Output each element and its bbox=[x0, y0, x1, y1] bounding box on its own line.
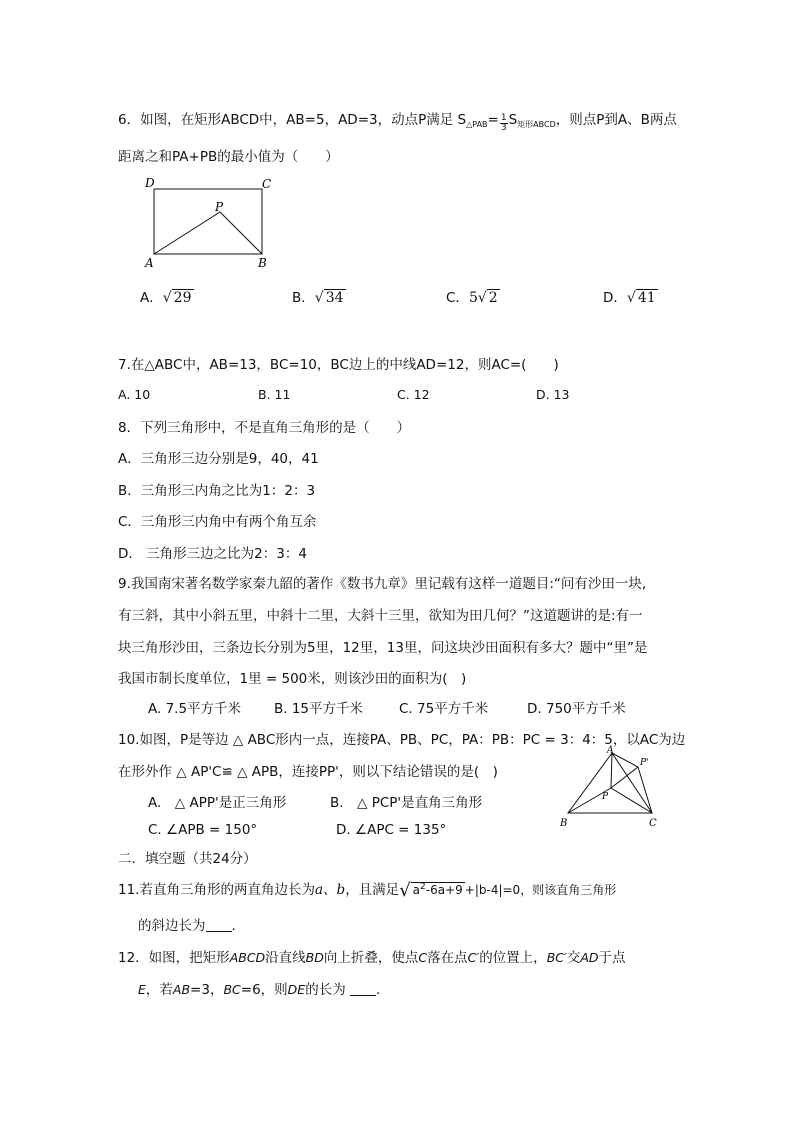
q10-triangle-figure bbox=[556, 745, 666, 832]
q9-option-c[interactable]: C. 75平方千米 bbox=[399, 701, 489, 717]
sqrt-icon: √ bbox=[477, 290, 487, 306]
radicand-exp: 2 bbox=[420, 882, 426, 892]
q10-option-a[interactable]: A. △ APP'是正三角形 bbox=[148, 795, 287, 811]
sqrt-icon: √ bbox=[399, 880, 411, 901]
q6-rect-sub: 矩形ABCD bbox=[517, 120, 556, 129]
q6-text-pre: 6．如图，在矩形ABCD中，AB=5，AD=3，动点P满足 S bbox=[118, 112, 467, 128]
q12-text: 落在点 bbox=[427, 950, 468, 966]
option-letter: D． bbox=[603, 290, 627, 306]
label-c: C bbox=[262, 177, 272, 191]
label-b: B bbox=[560, 818, 568, 829]
q7-option-b[interactable]: B. 11 bbox=[258, 387, 291, 402]
q10-line2: 在形外作 △ AP'C≌ △ APB，连接PP'，则以下结论错误的是( ) bbox=[118, 764, 498, 780]
answer-blank[interactable] bbox=[350, 983, 376, 996]
q11-text-mid: ，且满足 bbox=[345, 882, 400, 898]
sqrt-icon: √ bbox=[626, 290, 636, 306]
q6-s2: S bbox=[508, 112, 518, 128]
q8-option-a[interactable]: A．三角形三边分别是9，40，41 bbox=[118, 451, 319, 467]
segment-ap2 bbox=[612, 753, 638, 767]
q11-line1 bbox=[118, 878, 616, 901]
q9-option-a[interactable]: A. 7.5平方千米 bbox=[148, 701, 242, 717]
q12-var: BC′ bbox=[546, 950, 567, 965]
radicand: 34 bbox=[325, 290, 344, 306]
label-d: D bbox=[145, 176, 155, 190]
q12-text: ，若 bbox=[145, 982, 173, 998]
q6-option-d[interactable] bbox=[603, 286, 658, 306]
q12-text: 向上折叠，使点 bbox=[323, 950, 419, 966]
frac-den: 3 bbox=[500, 123, 507, 133]
q6-option-a[interactable] bbox=[140, 286, 194, 306]
q11-line2 bbox=[138, 914, 236, 934]
q12-var: BC bbox=[223, 982, 241, 997]
q7-option-c[interactable]: C. 12 bbox=[397, 387, 430, 402]
q6-line2: 距离之和PA+PB的最小值为（ ） bbox=[118, 149, 339, 165]
coefficient: 5 bbox=[468, 290, 478, 306]
q12-end: . bbox=[376, 982, 381, 998]
q12-text: 的位置上， bbox=[479, 950, 547, 966]
option-letter: B． bbox=[292, 290, 315, 306]
segments-pa-pb bbox=[154, 212, 262, 254]
q9-option-d[interactable]: D. 750平方千米 bbox=[527, 701, 626, 717]
q11-text-post: +|b-4|=0，则该直角三角形 bbox=[464, 883, 617, 897]
q12-var: ABCD bbox=[229, 950, 266, 965]
q12-text: =3， bbox=[190, 982, 224, 998]
q12-var: AB bbox=[172, 982, 191, 997]
q12-text: 的长为 bbox=[305, 982, 346, 998]
q11-text-line2: 的斜边长为 bbox=[138, 918, 206, 934]
label-a: A bbox=[607, 745, 614, 756]
label-a: A bbox=[145, 256, 154, 270]
q11-vars: a、b bbox=[314, 882, 346, 898]
q12-var: C′ bbox=[467, 950, 480, 965]
q11-end: . bbox=[231, 918, 236, 934]
q9-line1: 9.我国南宋著名数学家秦九韶的著作《数书九章》里记载有这样一道题目:“问有沙田一块, bbox=[118, 576, 647, 592]
sqrt-icon: √ bbox=[162, 290, 172, 306]
q12-var: C bbox=[418, 950, 428, 965]
q12-text: 12．如图，把矩形 bbox=[118, 950, 230, 966]
q12-var: E bbox=[138, 982, 146, 997]
q11-text-pre: 11.若直角三角形的两直角边长为 bbox=[118, 882, 315, 898]
radicand-a: a bbox=[412, 883, 421, 897]
q12-var: BD bbox=[305, 950, 324, 965]
q6-tri-sub: △PAB bbox=[466, 120, 488, 129]
q6-text-post: ，则点P到A、B两点 bbox=[555, 112, 677, 128]
q8-stem: 8．下列三角形中，不是直角三角形的是（ ） bbox=[118, 420, 411, 436]
sqrt-icon: √ bbox=[314, 290, 324, 306]
q6-option-b[interactable] bbox=[292, 286, 346, 306]
q6-option-c[interactable] bbox=[446, 286, 500, 306]
radicand: 2 bbox=[488, 290, 498, 306]
q6-line1 bbox=[118, 108, 677, 133]
q7-option-a[interactable]: A. 10 bbox=[118, 387, 151, 402]
q10-option-c[interactable]: C. ∠APB = 150° bbox=[148, 822, 258, 838]
q9-line4: 我国市制长度单位，1里 = 500米，则该沙田的面积为( ) bbox=[118, 671, 467, 687]
q12-text: 沿直线 bbox=[265, 950, 306, 966]
label-p-prime: P' bbox=[640, 758, 649, 768]
q10-option-d[interactable]: D. ∠APC = 135° bbox=[336, 822, 447, 838]
q12-text: 于点 bbox=[598, 950, 626, 966]
q7-option-d[interactable]: D. 13 bbox=[536, 387, 570, 402]
q10-line1: 10.如图，P是等边 △ ABC形内一点，连接PA、PB、PC，PA：PB：PC = 3：4：5，以AC为边 bbox=[118, 732, 686, 748]
section-title-fill-in: 二．填空题（共24分） bbox=[118, 851, 257, 867]
radicand: 41 bbox=[637, 290, 656, 306]
label-c: C bbox=[649, 818, 657, 829]
q6-eq: = bbox=[487, 112, 499, 128]
answer-blank[interactable] bbox=[206, 919, 232, 932]
option-letter: C． bbox=[446, 290, 469, 306]
label-p: P bbox=[602, 792, 609, 802]
q7-stem: 7.在△ABC中，AB=13，BC=10，BC边上的中线AD=12，则AC=( ) bbox=[118, 357, 559, 373]
q12-line1 bbox=[118, 946, 626, 966]
q8-option-c[interactable]: C．三角形三内角中有两个角互余 bbox=[118, 514, 317, 530]
q6-fraction bbox=[500, 114, 508, 133]
q12-line2 bbox=[138, 978, 380, 998]
label-b: B bbox=[258, 256, 267, 270]
radicand: 29 bbox=[173, 290, 192, 306]
radicand-rest: -6a+9 bbox=[425, 883, 463, 897]
frac-num: 1 bbox=[500, 113, 507, 123]
q10-option-b[interactable]: B. △ PCP'是直角三角形 bbox=[330, 795, 483, 811]
q12-text: 交 bbox=[566, 950, 581, 966]
q8-option-b[interactable]: B．三角形三内角之比为1：2：3 bbox=[118, 483, 316, 499]
segment-ap bbox=[611, 753, 612, 788]
q12-var: AD bbox=[580, 950, 599, 965]
q12-var: DE bbox=[287, 982, 306, 997]
q11-radicand bbox=[411, 882, 465, 897]
q6-rectangle-figure bbox=[140, 172, 280, 272]
label-p: P bbox=[215, 200, 224, 214]
q9-option-b[interactable]: B. 15平方千米 bbox=[274, 701, 364, 717]
q8-option-d[interactable]: D. 三角形三边之比为2：3：4 bbox=[118, 546, 307, 562]
segment-pp2 bbox=[611, 767, 638, 788]
option-letter: A． bbox=[140, 290, 163, 306]
q9-line2: 有三斜，其中小斜五里，中斜十二里，大斜十三里，欲知为田几何？”这道题讲的是:有一 bbox=[118, 608, 643, 624]
q9-line3: 块三角形沙田，三条边长分别为5里，12里，13里，问这块沙田面积有多大？题中“里”是 bbox=[118, 640, 648, 656]
q12-text: =6，则 bbox=[240, 982, 288, 998]
